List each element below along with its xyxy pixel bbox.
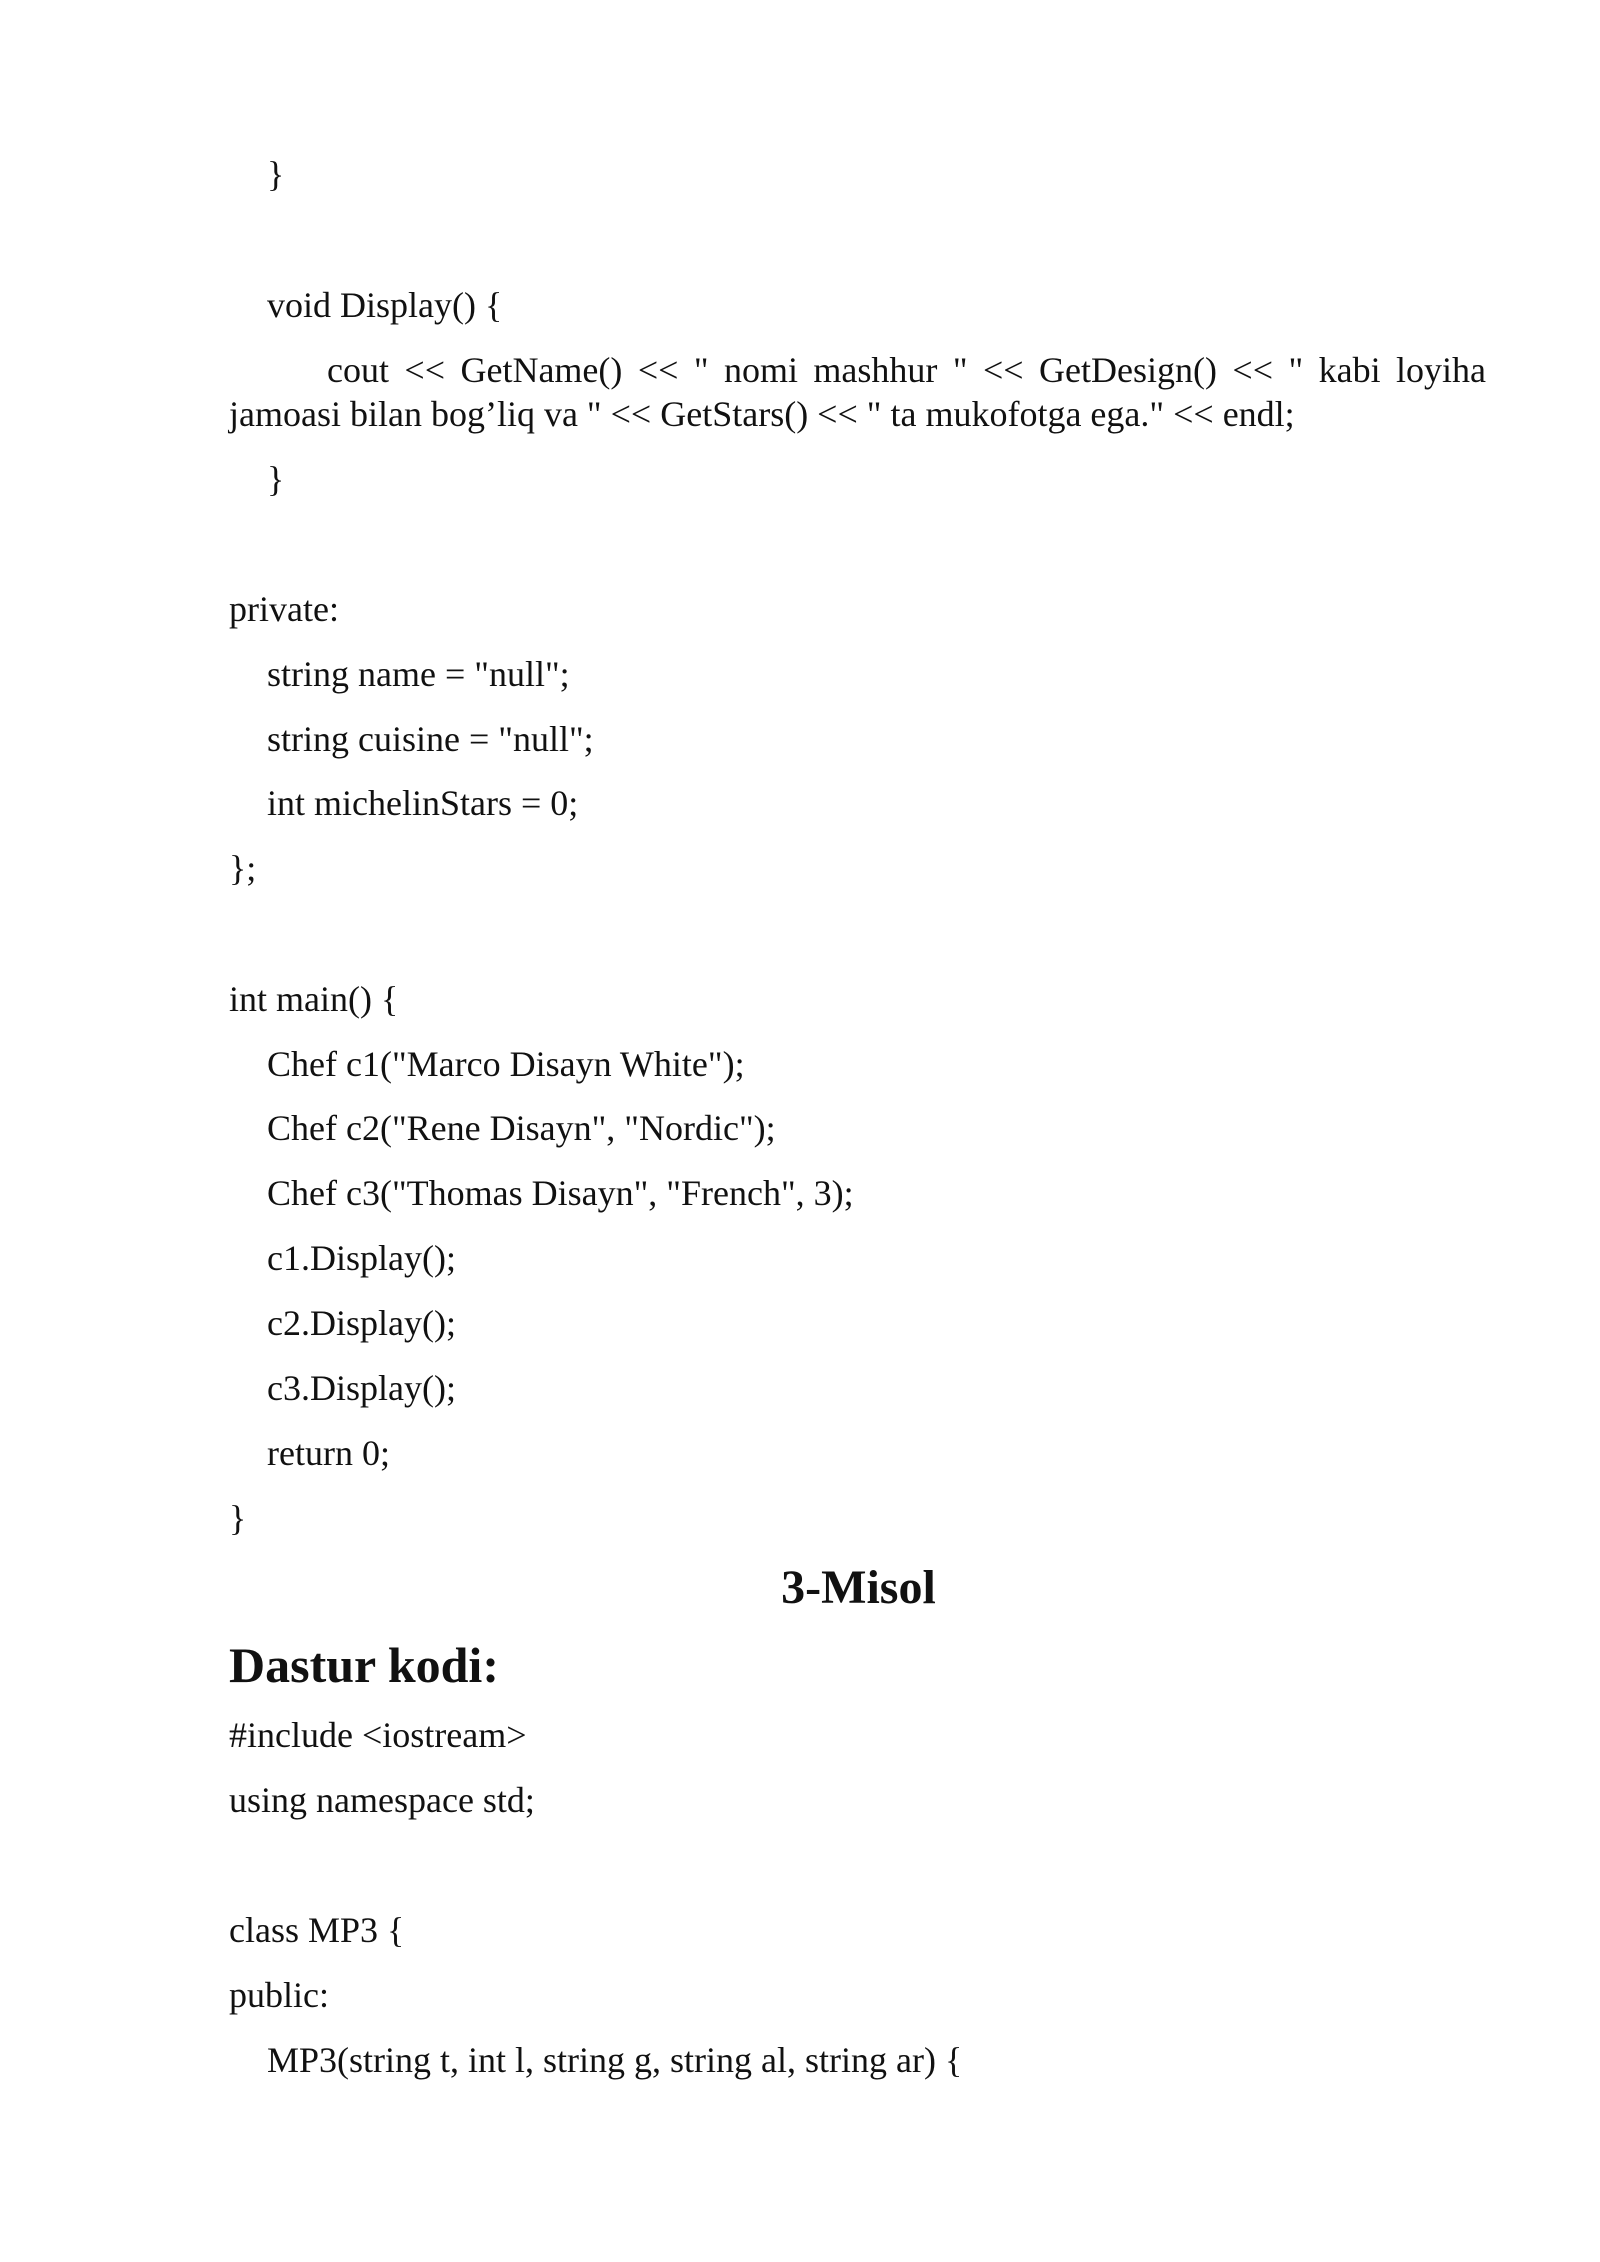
code-line-class-end: }; xyxy=(229,848,257,888)
code-line-chef-c2: Chef c2("Rene Disayn", "Nordic"); xyxy=(267,1108,776,1148)
code-line-main-close: } xyxy=(229,1498,247,1538)
code-line-display-signature: void Display() { xyxy=(267,285,503,325)
code-line-call-c2: c2.Display(); xyxy=(267,1303,456,1343)
code-line-public-label: public: xyxy=(229,1975,329,2015)
cout-line-second-row: jamoasi bilan bog’liq va " << GetStars() << " ta mukofotga ega." << endl; xyxy=(229,394,1295,434)
code-line-call-c1: c1.Display(); xyxy=(267,1238,456,1278)
code-line-chef-c3: Chef c3("Thomas Disayn", "French", 3); xyxy=(267,1173,854,1213)
code-line-private-label: private: xyxy=(229,589,339,629)
code-line-cout-statement xyxy=(229,348,1486,436)
code-line-class-mp3: class MP3 { xyxy=(229,1910,405,1950)
example-heading: 3-Misol xyxy=(781,1561,936,1614)
code-line-using: using namespace std; xyxy=(229,1780,535,1820)
code-line-call-c3: c3.Display(); xyxy=(267,1368,456,1408)
code-line-include: #include <iostream> xyxy=(229,1715,527,1755)
code-line-field-name: string name = "null"; xyxy=(267,654,570,694)
code-line-main-signature: int main() { xyxy=(229,979,399,1019)
code-line-field-stars: int michelinStars = 0; xyxy=(267,783,579,823)
code-line-close-brace: } xyxy=(267,154,285,194)
code-line-field-cuisine: string cuisine = "null"; xyxy=(267,719,594,759)
code-heading: Dastur kodi: xyxy=(229,1637,499,1693)
code-line-chef-c1: Chef c1("Marco Disayn White"); xyxy=(267,1044,745,1084)
code-line-return: return 0; xyxy=(267,1433,390,1473)
cout-line-first-row: cout << GetName() << " nomi mashhur " << GetDesign() << " kabi loyiha xyxy=(327,350,1486,390)
code-line-mp3-constructor: MP3(string t, int l, string g, string al, string ar) { xyxy=(267,2040,963,2080)
code-line-close-brace: } xyxy=(267,459,285,499)
